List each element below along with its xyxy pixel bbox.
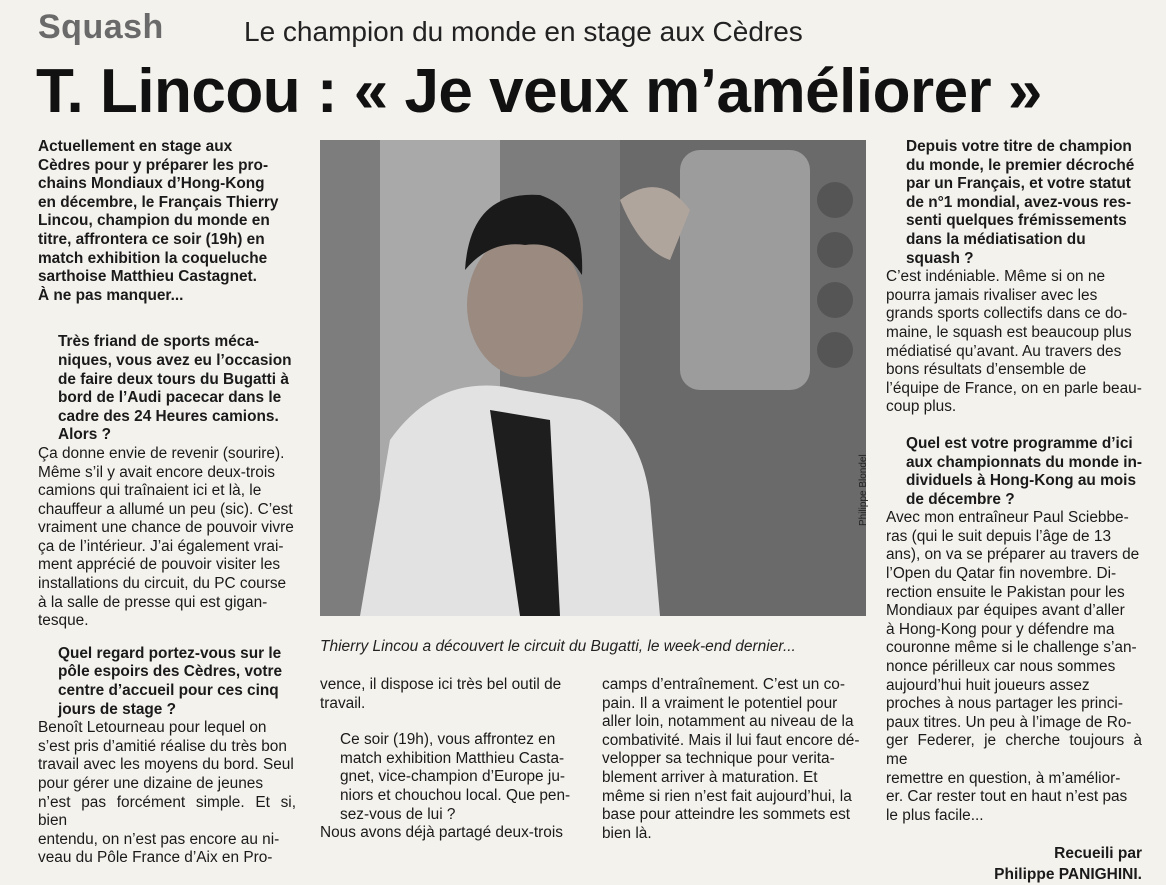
- text-line: dividuels à Hong-Kong au mois: [906, 472, 1137, 490]
- text-line: Ce soir (19h), vous affrontez en: [340, 731, 556, 749]
- text-line: Mondiaux par équipes avant d’aller: [886, 602, 1125, 620]
- text-line: blement arriver à maturation. Et: [602, 768, 818, 786]
- text-line: titre, affrontera ce soir (19h) en: [38, 230, 265, 248]
- text-line: aller loin, notamment au niveau de la: [602, 713, 854, 731]
- text-line: aujourd’hui huit joueurs assez: [886, 676, 1090, 694]
- text-line: centre d’accueil pour ces cinq: [58, 682, 279, 700]
- photo-caption: Thierry Lincou a découvert le circuit du Bugatti, le week-end dernier...: [320, 638, 796, 655]
- text-line: sarthoise Matthieu Castagnet.: [38, 268, 257, 286]
- text-line: travail.: [320, 694, 366, 712]
- text-line: de n°1 mondial, avez-vous res-: [906, 193, 1132, 211]
- text-line: Avec mon entraîneur Paul Sciebbe-: [886, 509, 1129, 527]
- answer-3-continued: [602, 676, 860, 843]
- column-1: [38, 138, 296, 868]
- text-line: Alors ?: [58, 426, 112, 444]
- text-line: er. Car rester tout en haut n’est pas: [886, 788, 1128, 806]
- text-line: ça de l’intérieur. J’ai également vrai-: [38, 537, 284, 555]
- text-line: camps d’entraînement. C’est un co-: [602, 676, 845, 693]
- text-line: à Hong-Kong pour y défendre ma: [886, 620, 1115, 638]
- text-line: bons résultats d’ensemble de: [886, 361, 1087, 379]
- text-line: maine, le squash est beaucoup plus: [886, 323, 1132, 341]
- text-line: niors et chouchou local. Que pen-: [340, 786, 571, 804]
- text-line: remettre en question, à m’amélior-: [886, 769, 1121, 787]
- text-line: de décembre ?: [906, 490, 1015, 508]
- text-line: bien là.: [602, 824, 652, 842]
- text-line: paux titres. Un peu à l’image de Ro-: [886, 713, 1132, 731]
- text-line: pourra jamais rivaliser avec les: [886, 286, 1098, 304]
- answer-3: [320, 824, 578, 843]
- signature-line: Recueili par: [1054, 845, 1142, 863]
- text-line: bord de l’Audi pacecar dans le: [58, 389, 282, 407]
- text-line: jours de stage ?: [58, 700, 177, 718]
- answer-2-continued: [320, 676, 578, 713]
- text-line: vence, il dispose ici très bel outil de: [320, 676, 562, 693]
- text-line: entendu, on n’est pas encore au ni-: [38, 830, 280, 848]
- text-line: à la salle de presse qui est gigan-: [38, 593, 268, 611]
- text-line: squash ?: [906, 249, 974, 267]
- text-line: ans), on va se préparer au travers de: [886, 546, 1140, 564]
- text-line: Ça donne envie de revenir (sourire).: [38, 444, 285, 462]
- photo-illustration: [320, 140, 866, 616]
- text-line: l’Open du Qatar fin novembre. Di-: [886, 565, 1117, 583]
- text-line: velopper sa technique pour verita-: [602, 750, 835, 768]
- text-line: vraiment une chance de pouvoir vivre: [38, 519, 294, 537]
- text-line: en décembre, le Français Thierry: [38, 193, 279, 211]
- text-line: Depuis votre titre de champion: [906, 138, 1132, 155]
- question-4: [886, 138, 1142, 268]
- text-line: gnet, vice-champion d’Europe ju-: [340, 768, 565, 786]
- text-line: À ne pas manquer...: [38, 286, 184, 304]
- text-line: de faire deux tours du Bugatti à: [58, 370, 289, 388]
- answer-4: [886, 268, 1142, 417]
- text-line: même si rien n’est fait aujourd’hui, la: [602, 787, 852, 805]
- text-line: Lincou, champion du monde en: [38, 212, 270, 230]
- text-line: senti quelques frémissements: [906, 212, 1127, 230]
- column-3: [602, 676, 860, 843]
- photo-credit: Philippe Blondel: [858, 454, 869, 526]
- text-line: proches à nous partager les princi-: [886, 695, 1123, 713]
- text-line: niques, vous avez eu l’occasion: [58, 351, 292, 369]
- text-line: ras (qui le suit depuis l’âge de 13: [886, 527, 1112, 545]
- text-line: installations du circuit, du PC course: [38, 575, 287, 593]
- text-line: pour gérer une dizaine de jeunes: [38, 775, 264, 792]
- text-line: combativité. Mais il lui faut encore dé-: [602, 731, 860, 749]
- text-line: cadre des 24 Heures camions.: [58, 407, 279, 425]
- kicker-title: Le champion du monde en stage aux Cèdres: [244, 16, 803, 47]
- answer-1: [38, 445, 296, 631]
- text-line: aux championnats du monde in-: [906, 453, 1143, 471]
- text-line: chauffeur a allumé un peu (sic). C’est: [38, 500, 293, 518]
- text-line: travail avec les moyens du bord. Seul: [38, 756, 294, 774]
- text-line: Nous avons déjà partagé deux-trois: [320, 824, 563, 842]
- headline: T. Lincou : « Je veux m’améliorer »: [36, 57, 1042, 126]
- text-line: couronne même si le challenge s’an-: [886, 639, 1137, 657]
- text-line: pain. Il a vraiment le potentiel pour: [602, 694, 838, 712]
- section-rubric: Squash: [38, 8, 164, 46]
- text-line: sez-vous de lui ?: [340, 805, 456, 823]
- text-line: Actuellement en stage aux: [38, 138, 233, 155]
- question-3: [320, 731, 578, 824]
- text-line: l’équipe de France, on en parle beau-: [886, 379, 1142, 397]
- text-line: C’est indéniable. Même si on ne: [886, 268, 1106, 286]
- text-line: ment apprécié de pouvoir visiter les: [38, 556, 281, 574]
- text-line: grands sports collectifs dans ce do-: [886, 305, 1128, 323]
- text-line: chains Mondiaux d’Hong-Kong: [38, 175, 265, 193]
- text-line: du monde, le premier décroché: [906, 156, 1135, 174]
- signature: [886, 843, 1142, 885]
- text-line: match exhibition la coqueluche: [38, 249, 268, 267]
- question-2: [38, 645, 296, 719]
- text-line: pôle espoirs des Cèdres, votre: [58, 663, 283, 681]
- text-line: ger Federer, je cherche toujours à me: [886, 732, 1142, 768]
- text-line: Quel regard portez-vous sur le: [58, 644, 282, 662]
- text-line: veau du Pôle France d’Aix en Pro-: [38, 849, 273, 867]
- text-line: médiatisé qu’avant. Au travers des: [886, 342, 1122, 360]
- text-line: Très friand de sports méca-: [58, 333, 260, 351]
- answer-2: [38, 719, 296, 868]
- text-line: n’est pas forcément simple. Et si, bien: [38, 793, 296, 830]
- text-line: match exhibition Matthieu Casta-: [340, 749, 565, 767]
- text-line: base pour atteindre les sommets est: [602, 806, 851, 824]
- photo: [320, 140, 866, 616]
- text-line: s’est pris d’amitié réalise du très bon: [38, 737, 287, 755]
- text-line: nonce périlleux car nous sommes: [886, 658, 1116, 676]
- answer-5: [886, 509, 1142, 825]
- text-line: le plus facile...: [886, 806, 984, 824]
- signature-author: Philippe PANIGHINI.: [994, 866, 1142, 884]
- text-line: rection ensuite le Pakistan pour les: [886, 583, 1125, 601]
- text-line: dans la médiatisation du: [906, 230, 1086, 248]
- text-line: Même s’il y avait encore deux-trois: [38, 463, 275, 481]
- question-5: [886, 435, 1142, 509]
- text-line: par un Français, et votre statut: [906, 175, 1131, 193]
- text-line: coup plus.: [886, 398, 957, 416]
- text-line: Benoît Letourneau pour lequel on: [38, 719, 267, 737]
- text-line: Cèdres pour y préparer les pro-: [38, 156, 269, 174]
- question-1: [38, 333, 296, 445]
- column-2: [320, 676, 578, 843]
- text-line: tesque.: [38, 612, 89, 630]
- column-4: [886, 138, 1142, 885]
- text-line: Quel est votre programme d’ici: [906, 434, 1133, 452]
- intro-paragraph: [38, 138, 296, 305]
- text-line: camions qui traînaient ici et là, le: [38, 482, 262, 500]
